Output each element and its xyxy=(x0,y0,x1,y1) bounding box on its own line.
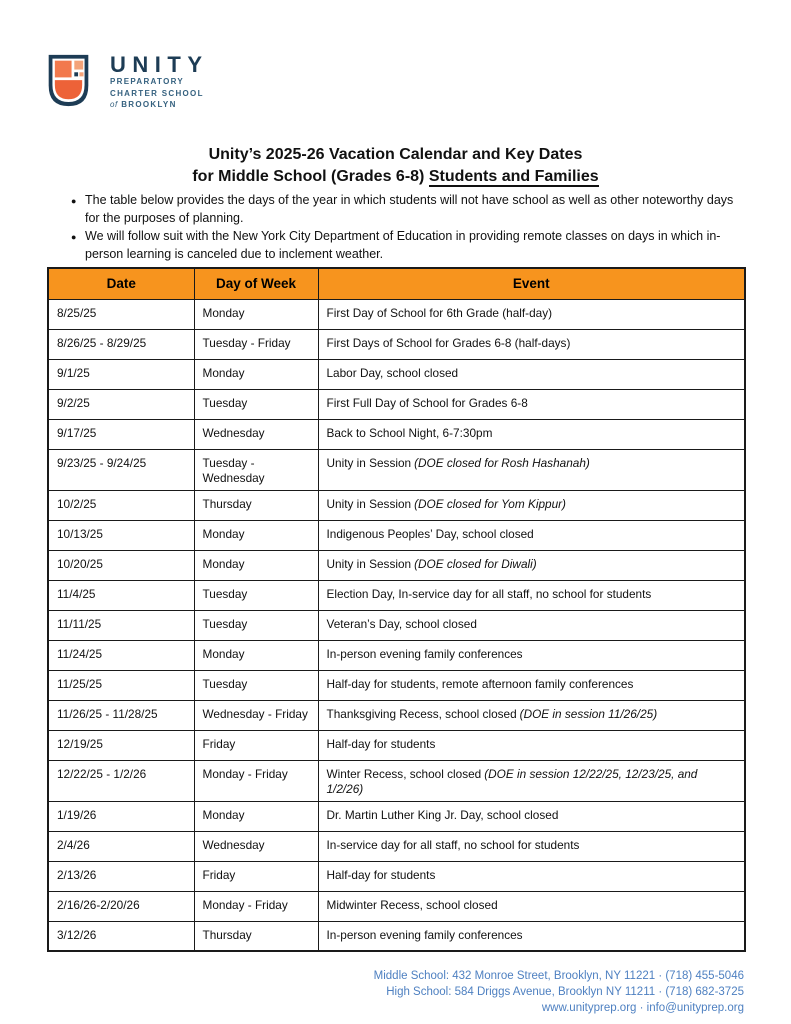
event-text: Labor Day, school closed xyxy=(326,365,459,380)
table-row xyxy=(48,389,745,419)
table-row xyxy=(48,490,745,520)
cell-date: 2/4/26 xyxy=(48,831,194,861)
cell-day-of-week: Friday xyxy=(194,730,318,760)
cell-date: 10/13/25 xyxy=(48,520,194,550)
cell-event xyxy=(318,921,745,951)
event-text: Veteran’s Day, school closed xyxy=(326,616,477,631)
event-text: First Days of School for Grades 6-8 (half-days) xyxy=(326,335,571,350)
table-row xyxy=(48,700,745,730)
event-text: Midwinter Recess, school closed xyxy=(326,897,498,912)
event-text: First Day of School for 6th Grade (half-day) xyxy=(326,305,553,320)
cell-date: 2/13/26 xyxy=(48,861,194,891)
event-doe-note: (DOE closed for Yom Kippur) xyxy=(414,496,566,511)
title-line2 xyxy=(0,166,791,188)
cell-day-of-week: Monday xyxy=(194,520,318,550)
cell-event xyxy=(318,329,745,359)
event-text: Election Day, In-service day for all staff, no school for students xyxy=(326,586,652,601)
cell-day-of-week: Tuesday xyxy=(194,389,318,419)
cell-event xyxy=(318,580,745,610)
cell-event xyxy=(318,700,745,730)
table-row xyxy=(48,299,745,329)
cell-date: 12/22/25 - 1/2/26 xyxy=(48,760,194,801)
table-row xyxy=(48,640,745,670)
event-text: Unity in Session xyxy=(326,556,412,571)
unity-shield-logo-icon xyxy=(48,54,89,109)
cell-day-of-week: Monday xyxy=(194,359,318,389)
cell-date: 10/20/25 xyxy=(48,550,194,580)
cell-day-of-week: Tuesday xyxy=(194,610,318,640)
event-text: Half-day for students xyxy=(326,736,436,751)
cell-date: 1/19/26 xyxy=(48,801,194,831)
event-text: Winter Recess, school closed xyxy=(326,766,482,781)
cell-date: 9/17/25 xyxy=(48,419,194,449)
title-line2-prefix: for Middle School (Grades 6-8) xyxy=(192,168,429,185)
intro-bullets xyxy=(72,192,744,264)
table-row xyxy=(48,921,745,951)
cell-date: 8/26/25 - 8/29/25 xyxy=(48,329,194,359)
event-text: First Full Day of School for Grades 6-8 xyxy=(326,395,528,410)
table-row xyxy=(48,329,745,359)
page-title xyxy=(0,144,791,188)
table-body xyxy=(48,299,745,951)
table-row xyxy=(48,801,745,831)
cell-event xyxy=(318,610,745,640)
title-line1: Unity’s 2025-26 Vacation Calendar and Key Dates xyxy=(208,146,583,163)
cell-date: 10/2/25 xyxy=(48,490,194,520)
footer-middle-school-address: Middle School: 432 Monroe Street, Brooklyn, NY 11221 · (718) 455-5046 xyxy=(373,970,744,982)
logo-subtitle-line2: CHARTER SCHOOL xyxy=(110,88,204,98)
cell-event xyxy=(318,861,745,891)
cell-day-of-week: Thursday xyxy=(194,921,318,951)
cell-date: 9/2/25 xyxy=(48,389,194,419)
bullet-item-remote-classes: ● We will follow suit with the New York City Department of Education in providing remote classes on days in which in-person learning is canceled due to inclement weather. xyxy=(72,228,744,263)
school-logo xyxy=(48,54,209,111)
column-header-date: Date xyxy=(48,268,194,299)
logo-text-block xyxy=(110,54,209,111)
table-header-row xyxy=(48,268,745,299)
cell-date: 11/24/25 xyxy=(48,640,194,670)
event-text: Indigenous Peoples’ Day, school closed xyxy=(326,526,534,541)
cell-date: 2/16/26-2/20/26 xyxy=(48,891,194,921)
cell-day-of-week: Tuesday - Wednesday xyxy=(194,449,318,490)
cell-day-of-week: Monday - Friday xyxy=(194,760,318,801)
table-row xyxy=(48,730,745,760)
cell-event xyxy=(318,640,745,670)
event-doe-note: (DOE closed for Diwali) xyxy=(414,556,537,571)
table-row xyxy=(48,861,745,891)
cell-event xyxy=(318,359,745,389)
table-row xyxy=(48,550,745,580)
table-row xyxy=(48,359,745,389)
cell-day-of-week: Wednesday - Friday xyxy=(194,700,318,730)
event-doe-note: (DOE in session 11/26/25) xyxy=(519,706,658,721)
event-text: Dr. Martin Luther King Jr. Day, school closed xyxy=(326,807,559,822)
table-row xyxy=(48,760,745,801)
cell-event xyxy=(318,730,745,760)
table-row xyxy=(48,610,745,640)
logo-subtitle-line3 xyxy=(110,99,209,111)
logo-of-word: of xyxy=(110,100,118,109)
cell-day-of-week: Monday xyxy=(194,299,318,329)
table-row xyxy=(48,520,745,550)
contact-footer xyxy=(374,969,744,1016)
cell-day-of-week: Tuesday xyxy=(194,580,318,610)
logo-place-word: BROOKLYN xyxy=(121,100,177,109)
cell-event xyxy=(318,389,745,419)
table-row xyxy=(48,891,745,921)
table-row xyxy=(48,449,745,490)
cell-day-of-week: Monday xyxy=(194,640,318,670)
cell-event xyxy=(318,419,745,449)
cell-day-of-week: Thursday xyxy=(194,490,318,520)
footer-high-school-address: High School: 584 Driggs Avenue, Brooklyn NY 11211 · (718) 682-3725 xyxy=(386,985,744,998)
cell-day-of-week: Monday xyxy=(194,550,318,580)
cell-date: 11/26/25 - 11/28/25 xyxy=(48,700,194,730)
column-header-event: Event xyxy=(318,268,745,299)
cell-event xyxy=(318,490,745,520)
cell-day-of-week: Tuesday xyxy=(194,670,318,700)
cell-event xyxy=(318,550,745,580)
logo-wordmark: UNITY xyxy=(110,52,209,77)
cell-day-of-week: Wednesday xyxy=(194,419,318,449)
table-row xyxy=(48,670,745,700)
event-text: In-person evening family conferences xyxy=(326,646,523,661)
vacation-calendar-table xyxy=(47,267,746,952)
cell-date: 3/12/26 xyxy=(48,921,194,951)
cell-event xyxy=(318,801,745,831)
cell-event xyxy=(318,831,745,861)
table-row xyxy=(48,831,745,861)
cell-day-of-week: Friday xyxy=(194,861,318,891)
cell-event xyxy=(318,299,745,329)
cell-day-of-week: Monday - Friday xyxy=(194,891,318,921)
cell-day-of-week: Tuesday - Friday xyxy=(194,329,318,359)
cell-date: 11/25/25 xyxy=(48,670,194,700)
footer-website-email: www.unityprep.org · info@unityprep.org xyxy=(541,1001,744,1014)
logo-subtitle-line1: PREPARATORY xyxy=(110,77,185,86)
cell-event xyxy=(318,891,745,921)
cell-day-of-week: Monday xyxy=(194,801,318,831)
title-line2-underlined: Students and Families xyxy=(428,168,599,185)
cell-event xyxy=(318,449,745,490)
cell-date: 9/1/25 xyxy=(48,359,194,389)
cell-event xyxy=(318,670,745,700)
cell-date: 11/4/25 xyxy=(48,580,194,610)
cell-date: 12/19/25 xyxy=(48,730,194,760)
event-text: Thanksgiving Recess, school closed xyxy=(326,706,517,721)
cell-date: 9/23/25 - 9/24/25 xyxy=(48,449,194,490)
event-text: Half-day for students xyxy=(326,867,436,882)
cell-event xyxy=(318,760,745,801)
event-text: In-service day for all staff, no school for students xyxy=(326,837,580,852)
cell-date: 11/11/25 xyxy=(48,610,194,640)
bullet-item-planning: ● The table below provides the days of the year in which students will not have school as well as other noteworthy days for the purposes of planning. xyxy=(72,192,744,227)
event-text: Unity in Session xyxy=(326,496,412,511)
cell-event xyxy=(318,520,745,550)
event-text: In-person evening family conferences xyxy=(326,927,523,942)
event-text: Back to School Night, 6-7:30pm xyxy=(326,425,493,440)
table-row xyxy=(48,580,745,610)
event-doe-note: (DOE closed for Rosh Hashanah) xyxy=(414,455,590,470)
table-row xyxy=(48,419,745,449)
column-header-day-of-week: Day of Week xyxy=(194,268,318,299)
event-text: Unity in Session xyxy=(326,455,412,470)
cell-date: 8/25/25 xyxy=(48,299,194,329)
event-text: Half-day for students, remote afternoon family conferences xyxy=(326,676,634,691)
event-doe-note: (DOE in session 12/22/25, 12/23/25, and 1/2/26) xyxy=(326,766,698,796)
cell-day-of-week: Wednesday xyxy=(194,831,318,861)
